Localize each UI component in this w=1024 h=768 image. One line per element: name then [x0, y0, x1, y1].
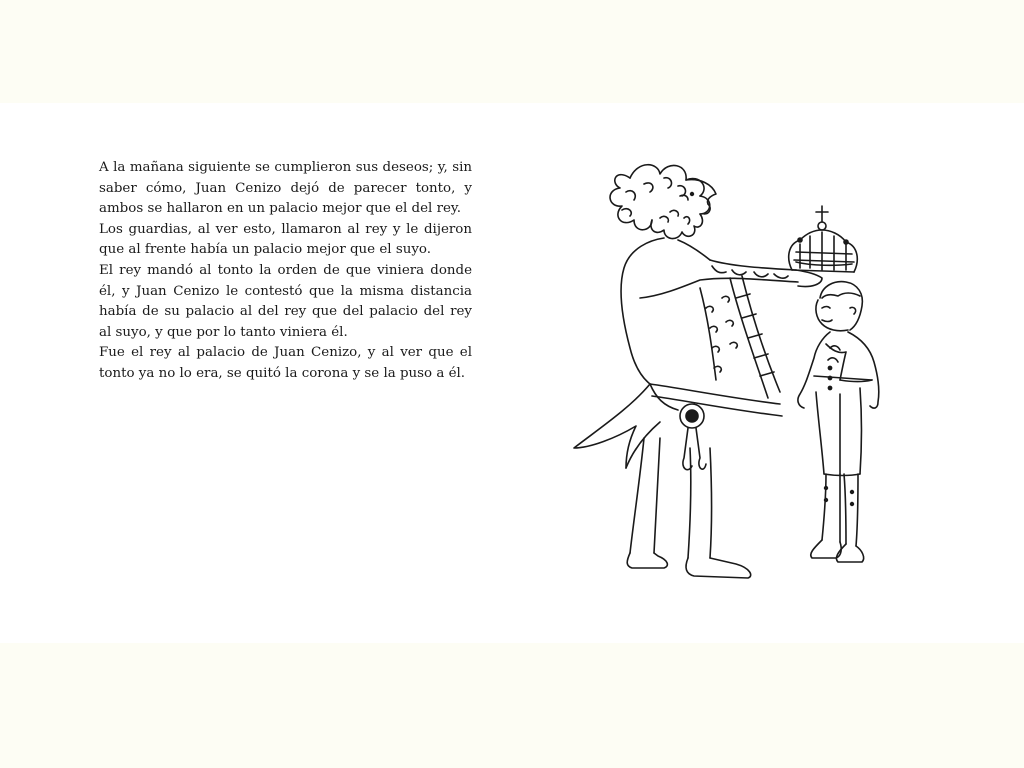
story-text — [99, 158, 472, 385]
story-paragraph-4: Fue el rey al palacio de Juan Cenizo, y al ver que el tonto ya no lo era, se quitó la corona y se la puso a él. — [99, 345, 472, 381]
boy-body — [798, 332, 879, 476]
king-legs — [627, 438, 750, 578]
king-body — [574, 238, 822, 470]
illustration-drawing — [560, 148, 900, 588]
page-spread — [0, 103, 1024, 643]
story-paragraph-2: Los guardias, al ver esto, llamaron al rey y le dijeron que al frente había un palacio mejor que el suyo. — [99, 221, 472, 258]
king-hair — [610, 165, 710, 230]
king-crowning-boy-illustration — [560, 148, 900, 588]
king-head — [651, 180, 716, 239]
crown-icon — [789, 206, 858, 272]
boy-head — [816, 282, 862, 331]
boy-legs — [811, 474, 864, 562]
story-paragraph-3: El rey mandó al tonto la orden de que viniera donde él, y Juan Cenizo le contestó que la misma distancia había de su palacio al del rey que del palacio del rey al suyo, y que por lo tanto viniera él. — [99, 262, 472, 340]
story-paragraph-1: A la mañana siguiente se cumplieron sus deseos; y, sin saber cómo, Juan Cenizo dejó de parecer tonto, y ambos se hallaron en un palacio mejor que el del rey. — [99, 160, 472, 217]
